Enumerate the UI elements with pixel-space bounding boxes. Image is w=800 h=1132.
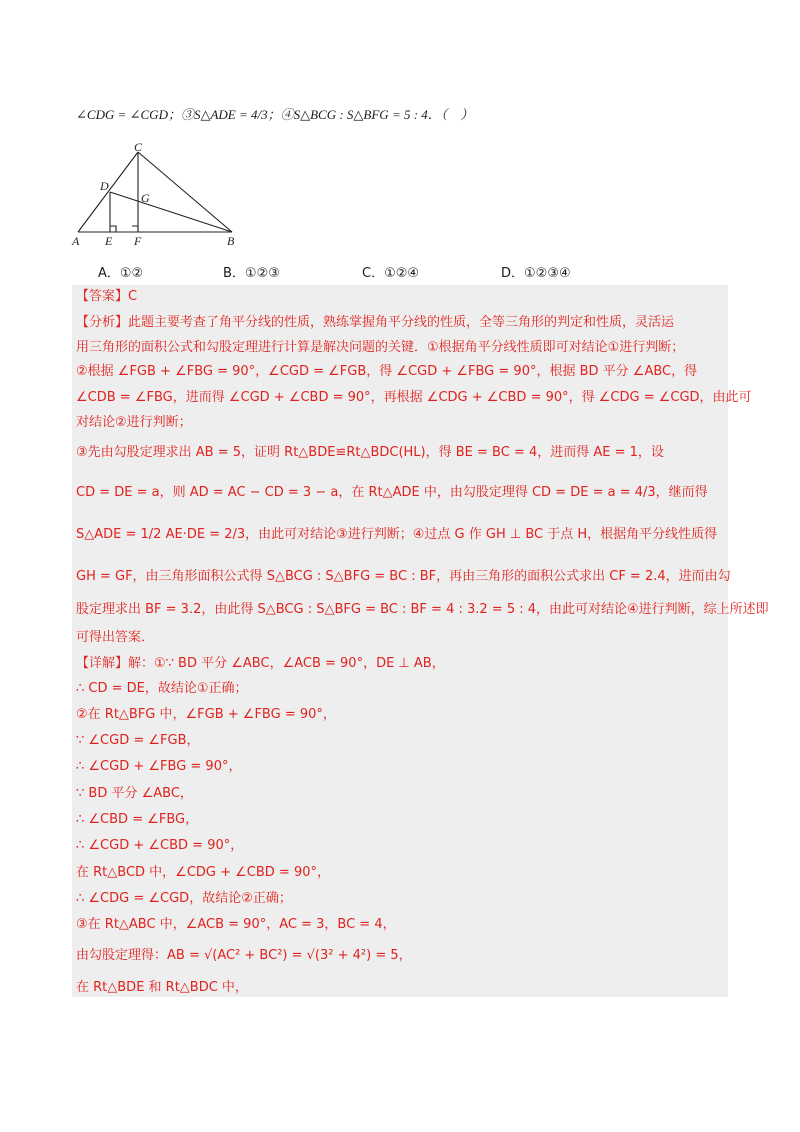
detail-line: ∵ BD 平分 ∠ABC， <box>76 786 193 801</box>
option-a[interactable]: A．①② <box>98 266 144 281</box>
option-c[interactable]: C．①②④ <box>362 266 420 281</box>
label-E: E <box>105 234 113 248</box>
answer-label: 【答案】C <box>76 289 138 304</box>
analysis-line: 股定理求出 BF = 3.2，由此得 S△BCG : S△BFG = BC : BF = 4 : 3.2 = 5 : 4，由此可对结论④进行判断，综上所述即 <box>76 602 769 617</box>
detail-line: ∴ ∠CDG = ∠CGD，故结论②正确； <box>76 891 292 906</box>
option-b[interactable]: B．①②③ <box>223 266 280 281</box>
detail-line: ∴ ∠CGD + ∠CBD = 90°， <box>76 838 244 853</box>
geometry-figure <box>70 142 250 250</box>
analysis-line: 用三角形的面积公式和勾股定理进行计算是解决问题的关键．①根据角平分线性质即可对结论①进行判断； <box>76 340 685 355</box>
detail-line: 在 Rt△BDE 和 Rt△BDC 中， <box>76 980 248 995</box>
analysis-line: ③先由勾股定理求出 AB = 5，证明 Rt△BDE≌Rt△BDC(HL)，得 BE = BC = 4，进而得 AE = 1，设 <box>76 445 664 460</box>
label-G: G <box>141 191 150 205</box>
detail-line: ∴ ∠CBD = ∠FBG， <box>76 812 199 827</box>
detail-line: 【详解】解：①∵ BD 平分 ∠ABC，∠ACB = 90°，DE ⊥ AB， <box>76 656 445 671</box>
label-C: C <box>134 142 143 154</box>
question-fragment: ∠CDG = ∠CGD；③S△ADE = 4/3；④S△BCG : S△BFG = 5 : 4．（ ） <box>76 107 474 122</box>
label-B: B <box>227 234 235 248</box>
analysis-line: 可得出答案． <box>76 630 155 645</box>
detail-line: 在 Rt△BCD 中，∠CDG + ∠CBD = 90°， <box>76 865 331 880</box>
analysis-line: GH = GF，由三角形面积公式得 S△BCG : S△BFG = BC : BF，再由三角形的面积公式求出 CF = 2.4，进而由勾 <box>76 569 731 584</box>
analysis-line: S△ADE = 1/2 AE·DE = 2/3，由此可对结论③进行判断；④过点 G 作 GH ⊥ BC 于点 H，根据角平分线性质得 <box>76 527 718 542</box>
analysis-line: ②根据 ∠FGB + ∠FBG = 90°，∠CGD = ∠FGB，得 ∠CGD + ∠FBG = 90°，根据 BD 平分 ∠ABC，得 <box>76 364 698 379</box>
detail-line: ∵ ∠CGD = ∠FGB， <box>76 733 200 748</box>
label-D: D <box>100 179 109 193</box>
detail-line: ∴ CD = DE，故结论①正确； <box>76 681 248 696</box>
analysis-line: 对结论②进行判断； <box>76 415 192 430</box>
analysis-line: ∠CDB = ∠FBG，进而得 ∠CGD + ∠CBD = 90°，再根据 ∠CDG + ∠CBD = 90°，得 ∠CDG = ∠CGD，由此可 <box>76 390 752 405</box>
detail-line: ③在 Rt△ABC 中，∠ACB = 90°，AC = 3，BC = 4， <box>76 917 396 932</box>
option-d[interactable]: D．①②③④ <box>501 266 571 281</box>
answer-options <box>98 262 658 281</box>
detail-line: ∴ ∠CGD + ∠FBG = 90°， <box>76 759 242 774</box>
detail-line: ②在 Rt△BFG 中，∠FGB + ∠FBG = 90°， <box>76 707 336 722</box>
analysis-line: 【分析】此题主要考查了角平分线的性质，熟练掌握角平分线的性质，全等三角形的判定和性质，灵活运 <box>76 315 675 330</box>
label-F: F <box>134 234 142 248</box>
analysis-line: CD = DE = a，则 AD = AC − CD = 3 − a，在 Rt△ADE 中，由勾股定理得 CD = DE = a = 4/3，继而得 <box>76 485 708 500</box>
label-A: A <box>72 234 80 248</box>
detail-line: 由勾股定理得：AB = √(AC² + BC²) = √(3² + 4²) = 5， <box>76 948 412 963</box>
